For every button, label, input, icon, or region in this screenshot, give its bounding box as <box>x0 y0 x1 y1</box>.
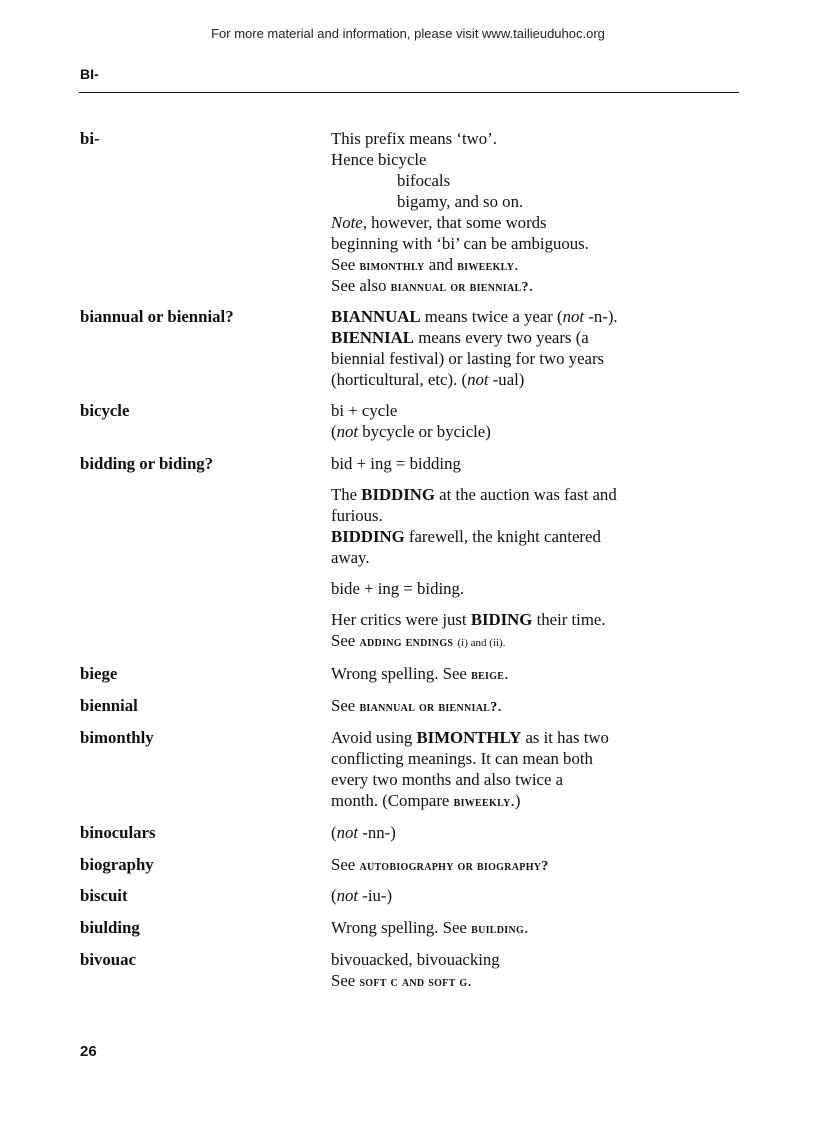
headword: bi- <box>80 129 100 148</box>
headword: binoculars <box>80 823 156 842</box>
cross-reference: autobiography or biography? <box>359 859 549 874</box>
definition: Wrong spelling. See building. <box>331 918 529 937</box>
cross-reference: biannual or biennial? <box>390 280 529 295</box>
cross-reference: soft c and soft g <box>359 975 468 990</box>
headword: biannual or biennial? <box>80 307 234 326</box>
website-banner: For more material and information, please visit www.tailieuduhoc.org <box>211 26 605 41</box>
running-head: BI- <box>80 66 99 82</box>
cross-reference: biannual or biennial? <box>359 700 498 715</box>
headword: biscuit <box>80 886 128 905</box>
headword: biography <box>80 855 154 874</box>
page-number: 26 <box>80 1043 97 1060</box>
definition: This prefix means ‘two’. Hence bicycle bifocals bigamy, and so on. Note, however, that some words beginning with ‘bi’ can be ambiguous. See bimonthly and biweekly. See also biannual or biennial?. <box>331 129 589 295</box>
headword: biulding <box>80 918 140 937</box>
definition: bi + cycle (not bycycle or bycicle) <box>331 401 491 441</box>
definition: (not -iu-) <box>331 886 393 905</box>
definition: See autobiography or biography? <box>331 855 549 874</box>
headword: bimonthly <box>80 728 154 747</box>
cross-reference: beige <box>471 668 505 683</box>
definition: BIANNUAL means twice a year (not -n-). BIENNIAL means every two years (a biennial festival) or lasting for two years (horticultural, etc). (not -ual) <box>331 307 618 389</box>
headword: biege <box>80 664 118 683</box>
definition: (not -nn-) <box>331 823 396 842</box>
headword: biennial <box>80 696 138 715</box>
headword: bicycle <box>80 401 130 420</box>
headword: bidding or biding? <box>80 454 214 473</box>
header-rule <box>79 92 739 93</box>
cross-reference: building <box>471 922 525 937</box>
definition: See biannual or biennial?. <box>331 696 502 715</box>
cross-reference: biweekly <box>453 795 511 810</box>
cross-reference: biweekly <box>457 259 515 274</box>
definition: Avoid using BIMONTHLY as it has two conflicting meanings. It can mean both every two months and also twice a month. (Compare biweekly.) <box>331 728 609 810</box>
definition: Wrong spelling. See beige. <box>331 664 509 683</box>
cross-reference: bimonthly <box>359 259 425 274</box>
definition: bivouacked, bivouacking See soft c and soft g. <box>331 950 500 990</box>
cross-reference: adding endings <box>359 635 454 650</box>
definition: bid + ing = bidding The BIDDING at the auction was fast and furious. BIDDING farewell, the knight cantered away. bide + ing = biding. Her critics were just BIDING their time. See adding endings (i) and (ii). <box>331 454 617 650</box>
headword: bivouac <box>80 950 136 969</box>
